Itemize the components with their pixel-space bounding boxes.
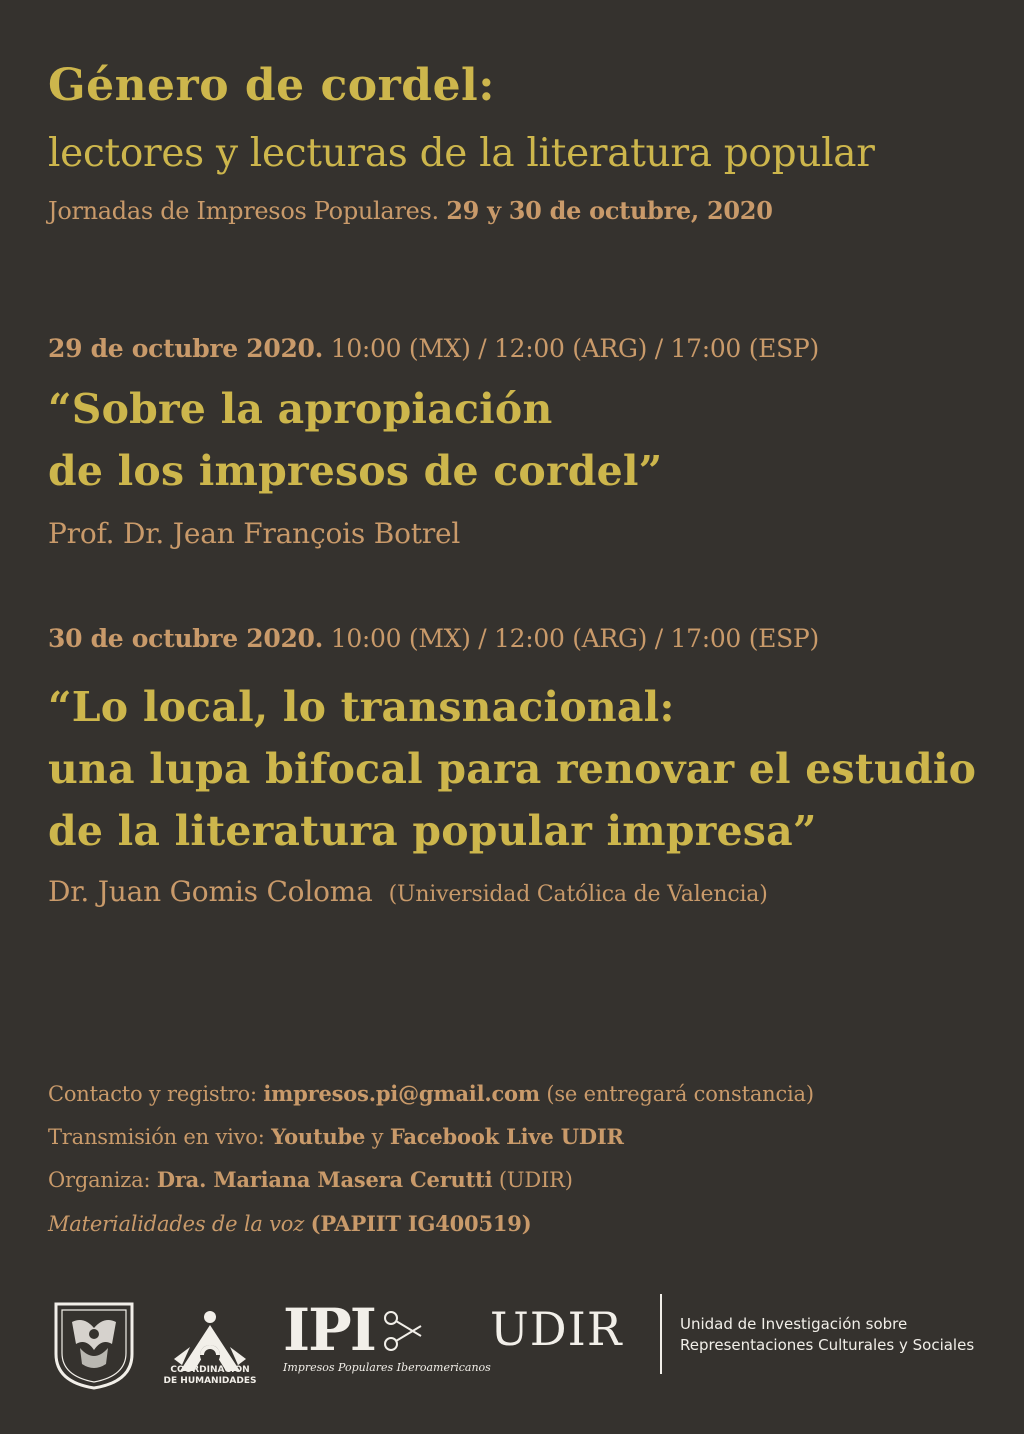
stream-line [48,1126,624,1148]
udir-divider [660,1294,662,1374]
session-1-schedule [48,336,819,361]
udir-description-line: Unidad de Investigación sobre [680,1315,908,1333]
session-2-title-line: “Lo local, lo transnacional: [48,683,675,731]
session-2-title-line: de la literatura popular impresa” [48,807,817,855]
coordinacion-humanidades-label [160,1365,260,1387]
organizer-unit: (UDIR) [498,1168,573,1192]
udir-description [680,1314,1000,1356]
session-2-affiliation: (Universidad Católica de Valencia) [388,882,768,907]
session-2-title-line: una lupa bifocal para renovar el estudio [48,745,977,793]
session-1-title-line: de los impresos de cordel” [48,447,663,495]
session-1-speaker: Prof. Dr. Jean François Botrel [48,517,461,550]
organizer-label: Organiza: [48,1168,151,1192]
project-line [48,1213,531,1235]
session-1-date: 29 de octubre 2020. [48,334,324,363]
contact-email-link[interactable]: impresos.pi@gmail.com [263,1081,540,1106]
session-2-date: 30 de octubre 2020. [48,624,324,653]
event-meta-dates: 29 y 30 de octubre, 2020 [446,196,773,225]
session-2-title [48,676,976,862]
udir-logo-mark: UDIR [490,1302,623,1356]
session-2-speaker [48,875,768,908]
contact-label: Contacto y registro: [48,1082,257,1106]
facebook-live-link[interactable]: Facebook Live UDIR [389,1124,624,1149]
event-meta [48,196,773,225]
session-1-title-line: “Sobre la apropiación [48,385,553,433]
ipi-logo-caption: Impresos Populares Iberoamericanos [283,1361,491,1374]
session-2-times: 10:00 (MX) / 12:00 (ARG) / 17:00 (ESP) [330,624,819,653]
event-subtitle: lectores y lecturas de la literatura popular [48,131,875,176]
event-meta-prefix: Jornadas de Impresos Populares. [48,197,439,225]
youtube-link[interactable]: Youtube [271,1124,366,1149]
session-1-times: 10:00 (MX) / 12:00 (ARG) / 17:00 (ESP) [330,334,819,363]
coordinacion-label-line: DE HUMANIDADES [163,1376,257,1386]
stream-label: Transmisión en vivo: [48,1125,265,1149]
scissors-icon [383,1306,423,1356]
project-code: (PAPIIT IG400519) [310,1211,532,1236]
stream-and: y [371,1125,384,1149]
contact-line [48,1083,814,1105]
ipi-logo [283,1296,433,1364]
organizer-name: Dra. Mariana Masera Cerutti [156,1167,493,1192]
project-name: Materialidades de la voz [48,1212,305,1236]
session-1-title [48,378,662,502]
organizer-line [48,1169,573,1191]
session-2-schedule [48,626,819,651]
coordinacion-label-line: COORDINACIÓN [170,1365,250,1375]
session-2-speaker-name: Dr. Juan Gomis Coloma [48,875,373,908]
ipi-logo-mark: IPI [283,1296,375,1364]
event-title: Género de cordel: [48,60,496,111]
unam-seal-icon [50,1298,138,1390]
udir-description-line: Representaciones Culturales y Sociales [680,1336,975,1354]
contact-note: (se entregará constancia) [546,1082,814,1106]
